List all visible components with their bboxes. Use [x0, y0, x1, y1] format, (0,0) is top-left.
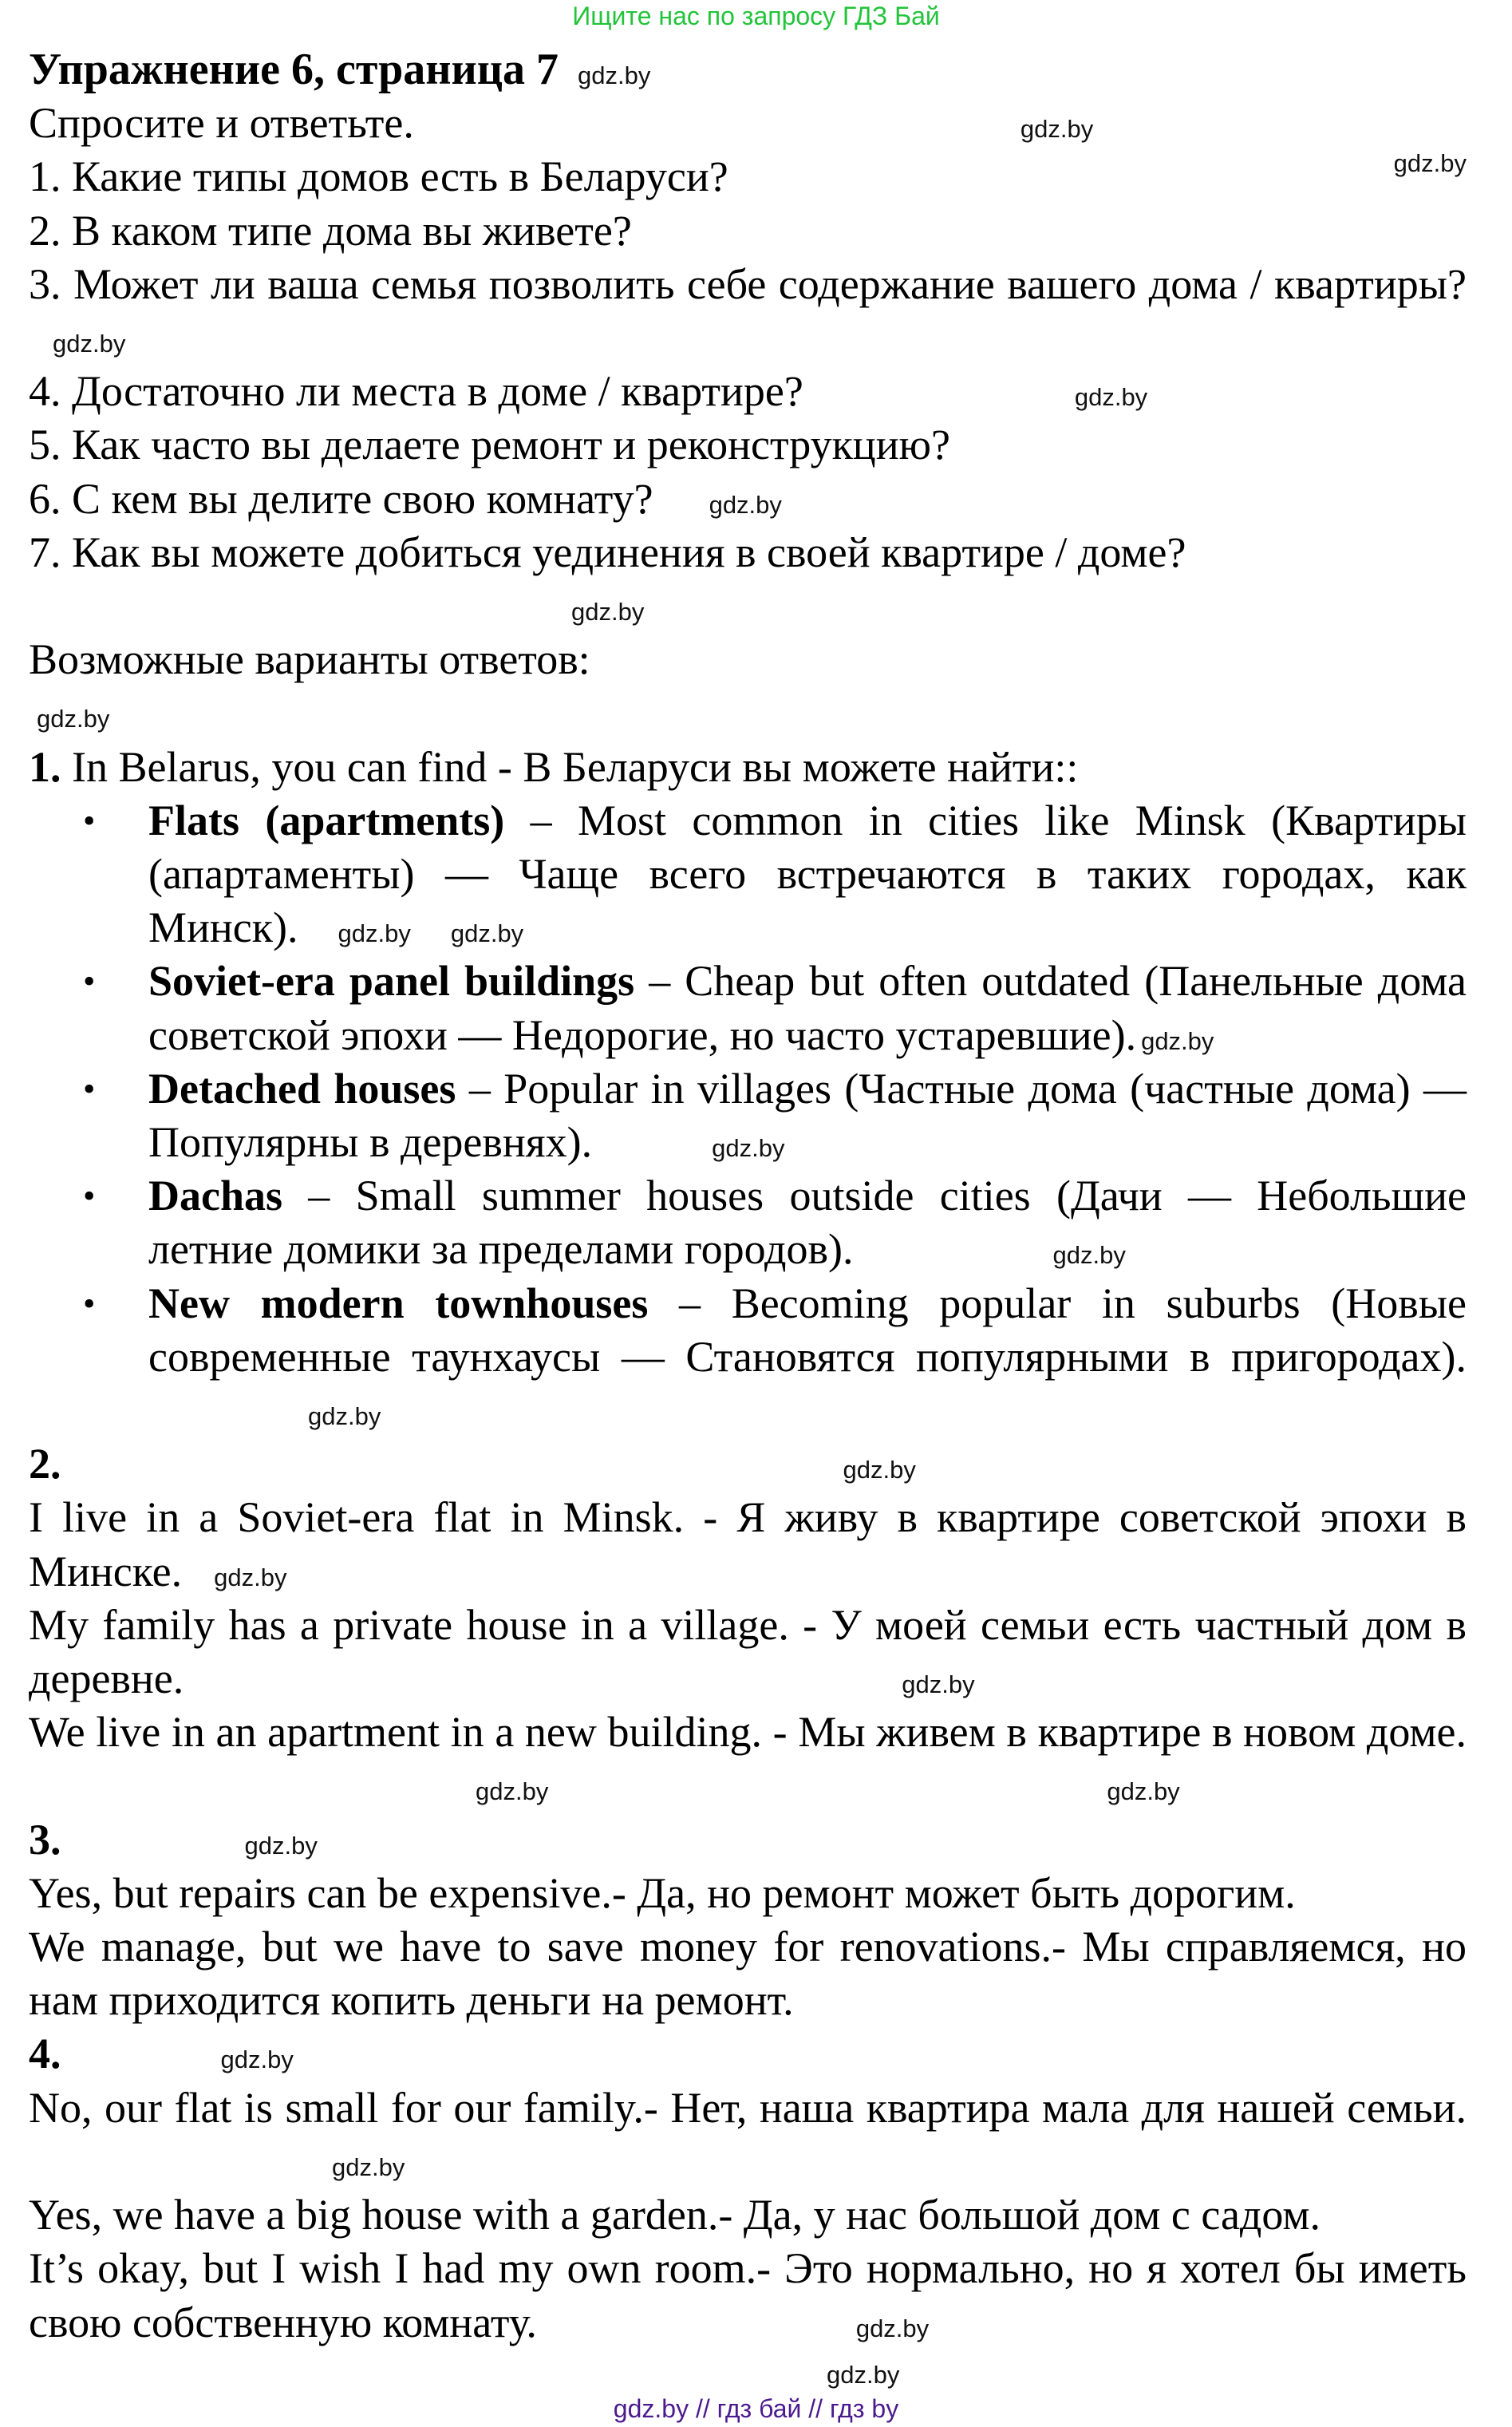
item-term: Flats (apartments) [148, 796, 505, 844]
top-banner[interactable]: Ищите нас по запросу ГДЗ Бай [572, 2, 940, 30]
instruction-text: Спросите и ответьте. [29, 99, 414, 148]
question-3 [29, 258, 1467, 365]
watermark: gdz.by [244, 1831, 318, 1860]
answer-3-line: Yes, but repairs can be expensive.- Да, но ремонт может быть дорогим. [29, 1868, 1296, 1917]
answer-1-intro-text: In Belarus, you can find - В Беларуси вы можете найти:: [61, 742, 1079, 791]
answer-4-number: 4. [29, 2030, 61, 2078]
footer-links[interactable]: gdz.by // гдз бай // гдз by [613, 2393, 899, 2423]
answer-4-line [29, 2081, 1467, 2188]
watermark: gdz.by [220, 2046, 294, 2074]
question-1 [29, 150, 1467, 204]
watermark: gdz.by [571, 598, 645, 627]
answer-2-line-text: I live in a Soviet-era flat in Minsk. - Я живу в квартире советской эпохи в Минске. [29, 1493, 1467, 1595]
item-text: – Cheap but often outdated (Панельные дома советской эпохи — Недорогие, но часто устаревшие). [148, 957, 1467, 1059]
answer-2-line-text: My family has a private house in a village. - У моей семьи есть частный дом в деревне. [29, 1600, 1467, 1703]
watermark: gdz.by [476, 1777, 549, 1806]
list-item [29, 1169, 1467, 1276]
item-text: – Becoming popular in suburbs (Новые современные таунхаусы — Становятся популярными в пригородах). [148, 1279, 1467, 1381]
watermark: gdz.by [843, 1456, 916, 1484]
watermark: gdz.by [827, 2360, 900, 2389]
question-7: 7. Как вы можете добиться уединения в своей квартире / доме? [29, 528, 1186, 576]
spacer [29, 686, 1467, 740]
watermark: gdz.by [578, 61, 651, 89]
watermark: gdz.by [1020, 115, 1094, 144]
watermark: gdz.by [712, 1134, 785, 1163]
item-term: Soviet-era panel buildings [148, 957, 635, 1006]
answer-3-number-line [29, 1813, 1467, 1867]
answer-4-line [29, 2242, 1467, 2349]
answer-4-line-text: It’s okay, but I wish I had my own room.- Это нормально, но я хотел бы иметь свою собственную комнату. [29, 2244, 1467, 2346]
question-5: 5. Как часто вы делаете ремонт и реконструкцию? [29, 421, 950, 469]
answer-2-number-line [29, 1437, 1467, 1491]
watermark: gdz.by [1074, 383, 1148, 412]
answer-1-intro [29, 741, 1467, 794]
watermark: gdz.by [332, 2152, 405, 2181]
item-text: – Most common in cities like Minsk (Квартиры (апартаменты) — Чаще всего встречаются в таких городах, как Минск). [148, 796, 1467, 952]
spacer [29, 2350, 1467, 2388]
watermark: gdz.by [1141, 1026, 1214, 1055]
spacer [29, 579, 1467, 633]
question-4-text: 4. Достаточно ли места в доме / квартире? [29, 367, 803, 416]
watermark: gdz.by [308, 1402, 381, 1431]
watermark: gdz.by [1393, 149, 1467, 178]
item-term: New modern townhouses [148, 1279, 649, 1327]
question-1-text: 1. Какие типы домов есть в Беларуси? [29, 152, 728, 201]
watermark: gdz.by [338, 919, 411, 948]
exercise-title-text: Упражнение 6, страница 7 [29, 45, 559, 94]
list-item [29, 955, 1467, 1061]
answer-4-number-line [29, 2027, 1467, 2081]
list-item [29, 1277, 1467, 1438]
watermark: gdz.by [902, 1670, 975, 1699]
question-6 [29, 472, 1467, 526]
watermark: gdz.by [855, 2314, 930, 2342]
housing-types-list [29, 794, 1467, 1437]
watermark: gdz.by [37, 705, 110, 733]
watermark: gdz.by [709, 490, 782, 519]
question-4 [29, 365, 1467, 418]
watermark: gdz.by [214, 1563, 287, 1591]
instruction [29, 97, 1467, 150]
answers-heading: Возможные варианты ответов: [29, 635, 590, 684]
list-item [29, 794, 1467, 955]
answer-2-line [29, 1599, 1467, 1706]
watermark: gdz.by [53, 330, 126, 358]
question-6-text: 6. С кем вы делите свою комнату? [29, 474, 653, 523]
answer-2-line [29, 1706, 1467, 1812]
list-item [29, 1062, 1467, 1169]
item-text: – Popular in villages (Частные дома (частные дома) — Популярны в деревнях). [148, 1064, 1467, 1167]
watermark: gdz.by [450, 919, 524, 948]
item-term: Dachas [148, 1172, 283, 1220]
item-text: – Small summer houses outside cities (Дачи — Небольшие летние домики за пределами городов). [148, 1172, 1467, 1274]
answer-3-line: We manage, but we have to save money for renovations.- Мы справляемся, но нам приходится копить деньги на ремонт. [29, 1923, 1467, 2025]
answer-number: 1. [29, 742, 61, 791]
answer-2-line [29, 1491, 1467, 1598]
answer-3-number: 3. [29, 1815, 61, 1864]
answer-4-line-text: No, our flat is small for our family.- Нет, наша квартира мала для нашей семьи. [29, 2083, 1467, 2132]
watermark: gdz.by [1107, 1777, 1180, 1806]
watermark: gdz.by [1052, 1241, 1126, 1270]
question-3-text: 3. Может ли ваша семья позволить себе содержание вашего дома / квартиры? [29, 259, 1467, 308]
answer-2-number: 2. [29, 1440, 61, 1488]
document-body [29, 43, 1467, 2425]
question-2: 2. В каком типе дома вы живете? [29, 206, 632, 255]
answer-2-line-text: We live in an apartment in a new building. - Мы живем в квартире в новом доме. [29, 1708, 1467, 1757]
exercise-title [29, 43, 1467, 97]
item-term: Detached houses [148, 1064, 456, 1113]
answer-4-line: Yes, we have a big house with a garden.- Да, у нас большой дом с садом. [29, 2191, 1321, 2239]
